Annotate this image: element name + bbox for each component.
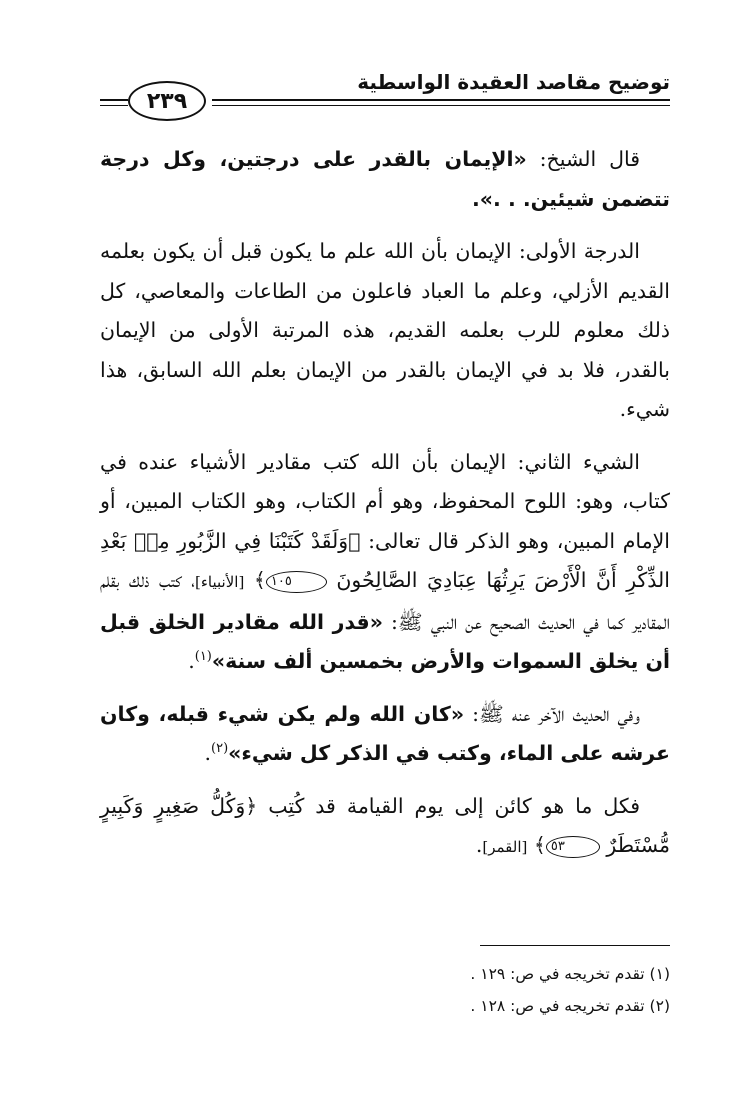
paragraph-3-end: .	[188, 649, 195, 673]
header-rule-thin	[212, 105, 670, 106]
footnote-ref-2: (٢)	[211, 741, 229, 757]
footnote-ref-1: (١)	[194, 649, 212, 665]
hadith-quote-1: «قدر الله مقادير الخلق قبل أن يخلق السموات والأرض بخمسين ألف سنة»	[100, 609, 670, 673]
header-rule-left-thick	[100, 99, 128, 101]
header-rule-left-thin	[100, 105, 128, 106]
paragraph-4-end: .	[204, 741, 212, 765]
ayah-number-badge: ١٠٥	[266, 571, 327, 593]
quran-verse-qamar: ﴿وَكُلُّ صَغِيرٍ وَكَبِيرٍ مُّسْتَطَرٌ	[100, 793, 670, 857]
footnote-1: (١) تقدم تخريجه في ص: ١٢٩ .	[470, 965, 670, 983]
paragraph-5	[100, 787, 670, 868]
surah-reference: [القمر]	[482, 838, 528, 856]
paragraph-4-lead: وفي الحديث الآخر عنه ﷺ:	[464, 701, 641, 726]
surah-reference: [الأنبياء]	[195, 573, 245, 591]
ayah-number-badge: ٥٣	[546, 836, 600, 858]
paragraph-3-text-1: الشيء الثاني: الإيمان بأن الله كتب مقادير الأشياء عنده في كتاب، وهو: اللوح المحفوظ، وهو أم الكتاب، وهو الكتاب المبين، أو الإمام المبين، وهو الذكر قال تعالى:	[100, 449, 671, 553]
paragraph-5-end: .	[475, 833, 483, 857]
verse-close-bracket: ﴾	[533, 833, 546, 857]
paragraph-1-lead: قال الشيخ:	[526, 147, 641, 171]
footnotes	[170, 958, 670, 1022]
quran-verse-anbiya: ﴿وَلَقَدْ كَتَبْنَا فِي الزَّبُورِ مِنۢ بَعْدِ الذِّكْرِ أَنَّ الْأَرْضَ يَرِثُهَا عِبَادِيَ الصَّالِحُونَ	[100, 528, 670, 592]
footnote-separator	[480, 945, 670, 946]
paragraph-4	[100, 695, 670, 774]
page-number: ٢٣٩	[128, 81, 206, 121]
paragraph-3	[100, 443, 670, 682]
paragraph-2: الدرجة الأولى: الإيمان بأن الله علم ما يكون قبل أن يكون بعلمه القديم الأزلي، وعلم ما العباد فاعلون من الطاعات والمعاصي، كل ذلك معلوم للرب بعلمه القديم، هذه المرتبة الأولى من الإيمان بالقدر، فلا بد في الإيمان بالقدر من الإيمان بعلم الله السابق، هذا شيء.	[100, 239, 670, 421]
hadith-quote-2: «كان الله ولم يكن شيء قبله، وكان عرشه على الماء، وكتب في الذكر كل شيء»	[100, 701, 670, 765]
running-header-title: توضيح مقاصد العقيدة الواسطية	[357, 70, 670, 94]
paragraph-5-text: فكل ما هو كائن إلى يوم القيامة قد كُتِب	[257, 793, 640, 818]
verse-close-bracket: ﴾	[253, 568, 266, 592]
header-rule-thick	[212, 99, 670, 101]
paragraph-3-text-2: ، كتب ذلك بقلم المقادير كما في الحديث الصحيح عن النبي ﷺ:	[100, 568, 670, 634]
paragraph-1	[100, 140, 670, 219]
main-text	[100, 140, 670, 881]
paragraph-1-quote: «الإيمان بالقدر على درجتين، وكل درجة تتضمن شيئين. . .».	[100, 147, 670, 211]
footnote-2: (٢) تقدم تخريجه في ص: ١٢٨ .	[470, 997, 670, 1015]
